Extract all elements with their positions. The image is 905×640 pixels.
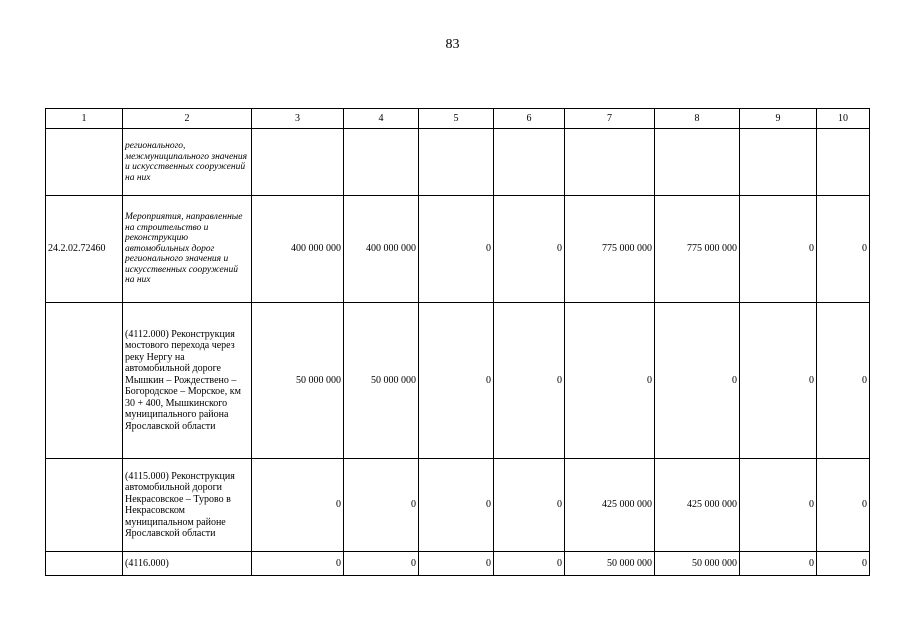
value-cell: 0 xyxy=(252,459,344,552)
row-code xyxy=(46,552,123,576)
column-header-9: 9 xyxy=(740,109,817,129)
value-cell xyxy=(655,129,740,196)
value-cell xyxy=(817,129,870,196)
value-cell xyxy=(740,129,817,196)
table-row xyxy=(46,196,870,303)
value-cell xyxy=(344,129,419,196)
column-header-7: 7 xyxy=(565,109,655,129)
value-cell: 0 xyxy=(252,552,344,576)
value-cell: 0 xyxy=(740,552,817,576)
value-cell xyxy=(494,129,565,196)
value-cell: 0 xyxy=(565,303,655,459)
column-header-5: 5 xyxy=(419,109,494,129)
value-cell: 0 xyxy=(494,459,565,552)
value-cell: 0 xyxy=(419,459,494,552)
value-cell: 0 xyxy=(419,303,494,459)
table-row xyxy=(46,552,870,576)
page-number: 83 xyxy=(445,37,460,52)
value-cell: 400 000 000 xyxy=(344,196,419,303)
row-code xyxy=(46,459,123,552)
value-cell: 50 000 000 xyxy=(655,552,740,576)
value-cell: 50 000 000 xyxy=(344,303,419,459)
row-code xyxy=(46,129,123,196)
value-cell: 0 xyxy=(655,303,740,459)
table-row xyxy=(46,303,870,459)
row-code: 24.2.02.72460 xyxy=(46,196,123,303)
value-cell: 425 000 000 xyxy=(655,459,740,552)
value-cell: 0 xyxy=(740,303,817,459)
value-cell: 0 xyxy=(817,196,870,303)
value-cell: 0 xyxy=(740,196,817,303)
value-cell xyxy=(565,129,655,196)
value-cell: 0 xyxy=(817,459,870,552)
row-name: регионального, межмуниципального значения и искусственных сооружений на них xyxy=(123,129,252,196)
row-code xyxy=(46,303,123,459)
column-header-8: 8 xyxy=(655,109,740,129)
column-header-4: 4 xyxy=(344,109,419,129)
value-cell: 0 xyxy=(740,459,817,552)
header-row xyxy=(46,109,870,129)
value-cell: 0 xyxy=(419,196,494,303)
column-header-2: 2 xyxy=(123,109,252,129)
value-cell: 400 000 000 xyxy=(252,196,344,303)
value-cell: 425 000 000 xyxy=(565,459,655,552)
value-cell xyxy=(252,129,344,196)
value-cell: 775 000 000 xyxy=(565,196,655,303)
value-cell: 0 xyxy=(494,552,565,576)
column-header-1: 1 xyxy=(46,109,123,129)
value-cell: 50 000 000 xyxy=(565,552,655,576)
value-cell xyxy=(419,129,494,196)
row-name: (4115.000) Реконструкция автомобильной дороги Некрасовское – Турово в Некрасовском муниципальном районе Ярославской области xyxy=(123,459,252,552)
row-name: Мероприятия, направленные на строительство и реконструкцию автомобильных дорог регионального значения и искусственных сооружений на них xyxy=(123,196,252,303)
value-cell: 775 000 000 xyxy=(655,196,740,303)
row-name: (4112.000) Реконструкция мостового перехода через реку Нергу на автомобильной дороге Мышкин – Рождествено – Богородское – Морское, км 30 + 400, Мышкинского муниципального района Ярославской области xyxy=(123,303,252,459)
value-cell: 0 xyxy=(817,303,870,459)
column-header-6: 6 xyxy=(494,109,565,129)
value-cell: 50 000 000 xyxy=(252,303,344,459)
value-cell: 0 xyxy=(344,552,419,576)
budget-table xyxy=(45,108,870,576)
value-cell: 0 xyxy=(494,196,565,303)
value-cell: 0 xyxy=(419,552,494,576)
column-header-3: 3 xyxy=(252,109,344,129)
table-row xyxy=(46,459,870,552)
column-header-10: 10 xyxy=(817,109,870,129)
table-row xyxy=(46,129,870,196)
row-name: (4116.000) xyxy=(123,552,252,576)
value-cell: 0 xyxy=(494,303,565,459)
value-cell: 0 xyxy=(817,552,870,576)
value-cell: 0 xyxy=(344,459,419,552)
